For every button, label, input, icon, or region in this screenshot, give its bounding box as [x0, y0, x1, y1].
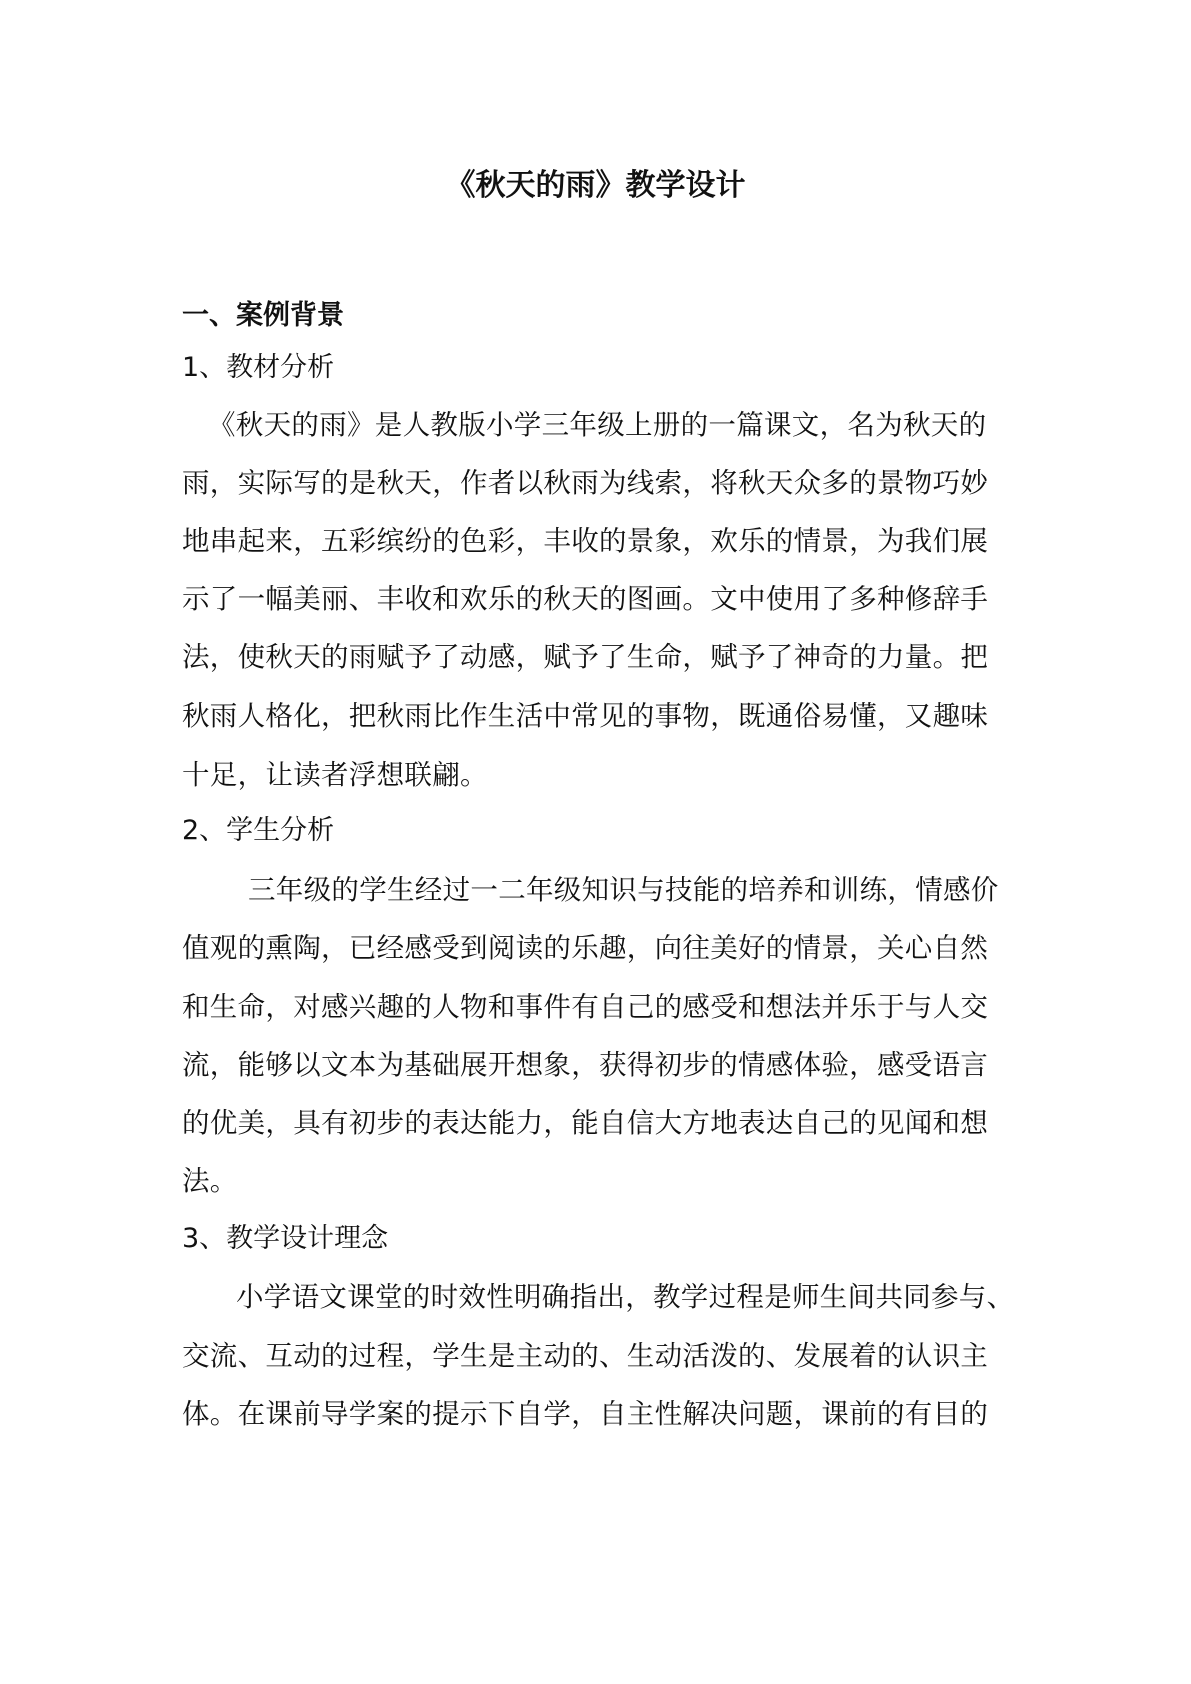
paragraph-line: 法，使秋天的雨赋予了动感，赋予了生命，赋予了神奇的力量。把 — [182, 641, 989, 673]
document-title: 《秋天的雨》教学设计 — [445, 168, 746, 203]
paragraph-line: 秋雨人格化，把秋雨比作生活中常见的事物，既通俗易懂，又趣味 — [182, 700, 989, 732]
paragraph-line: 示了一幅美丽、丰收和欢乐的秋天的图画。文中使用了多种修辞手 — [182, 583, 989, 615]
subheading-design-philosophy: 3、教学设计理念 — [182, 1223, 389, 1254]
subheading-textbook-analysis: 1、教材分析 — [182, 352, 335, 383]
paragraph-line: 《秋天的雨》是人教版小学三年级上册的一篇课文，名为秋天的 — [208, 409, 987, 441]
paragraph-line: 雨，实际写的是秋天，作者以秋雨为线索，将秋天众多的景物巧妙 — [182, 467, 989, 499]
paragraph-line: 交流、互动的过程，学生是主动的、生动活泼的、发展着的认识主 — [182, 1340, 989, 1372]
subheading-student-analysis: 2、学生分析 — [182, 815, 335, 846]
paragraph-line: 地串起来，五彩缤纷的色彩，丰收的景象，欢乐的情景，为我们展 — [182, 525, 989, 557]
paragraph-line: 和生命，对感兴趣的人物和事件有自己的感受和想法并乐于与人交 — [182, 991, 989, 1023]
paragraph-line: 值观的熏陶，已经感受到阅读的乐趣，向往美好的情景，关心自然 — [182, 932, 989, 964]
paragraph-line: 法。 — [182, 1165, 238, 1197]
paragraph-line: 小学语文课堂的时效性明确指出，教学过程是师生间共同参与、 — [236, 1281, 1015, 1313]
section-heading-case-background: 一、案例背景 — [182, 300, 344, 331]
paragraph-line: 十足，让读者浮想联翩。 — [182, 759, 488, 791]
paragraph-line: 流，能够以文本为基础展开想象，获得初步的情感体验，感受语言 — [182, 1049, 989, 1081]
paragraph-line: 三年级的学生经过一二年级知识与技能的培养和训练，情感价 — [248, 874, 999, 906]
paragraph-line: 体。在课前导学案的提示下自学，自主性解决问题，课前的有目的 — [182, 1398, 989, 1430]
paragraph-line: 的优美，具有初步的表达能力，能自信大方地表达自己的见闻和想 — [182, 1107, 989, 1139]
